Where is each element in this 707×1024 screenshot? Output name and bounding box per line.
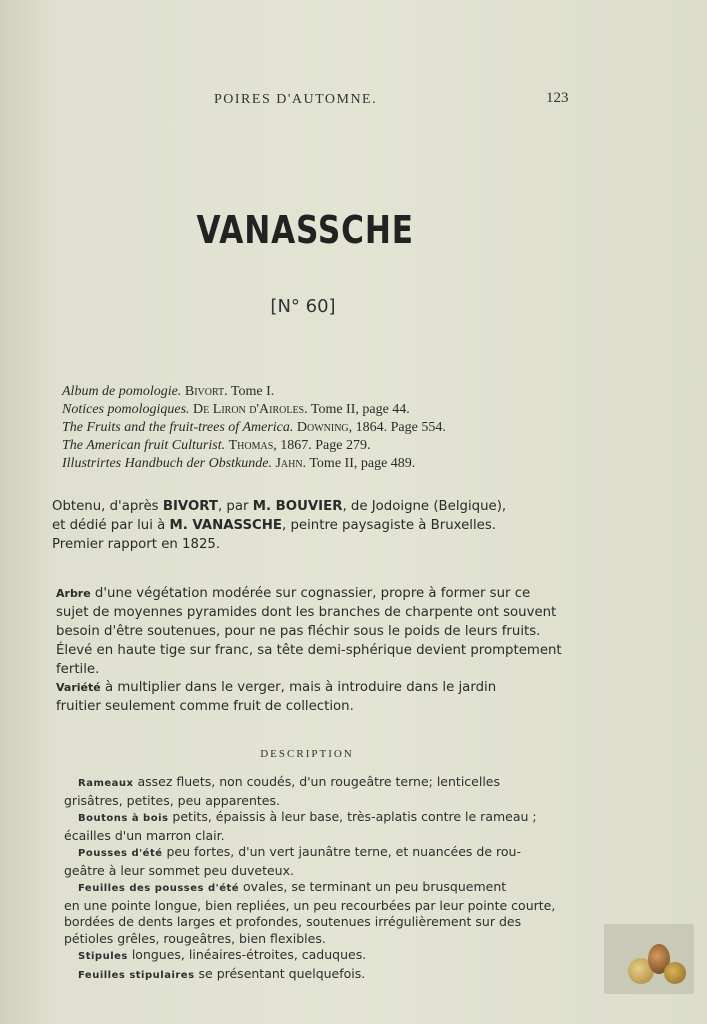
origin-paragraph: Obtenu, d'après BIVORT, par M. BOUVIER, de Jodoigne (Belgique), et dédié par lui à M. VANASSCHE, peintre paysagiste à Bruxelles. Premier rapport en 1825. <box>52 499 507 552</box>
reference-item: The American fruit Culturist. Thomas, 1867. Page 279. <box>62 438 371 453</box>
variety-number: [N° 60] <box>270 296 336 317</box>
running-title: POIRES D'AUTOMNE. <box>214 92 378 107</box>
fruit-illustration-thumbnail <box>604 924 694 994</box>
reference-item: Album de pomologie. Bivort. Tome I. <box>62 384 275 399</box>
reference-item: Notices pomologiques. De Liron d'Airoles. Tome II, page 44. <box>62 402 410 417</box>
reference-item: The Fruits and the fruit-trees of America. Downing, 1864. Page 554. <box>62 420 446 435</box>
variete-lead: Variété <box>56 681 101 694</box>
variete-paragraph: Variété à multiplier dans le verger, mais à introduire dans le jardin fruitier seulement comme fruit de collection. <box>56 680 497 714</box>
reference-item: Illustrirtes Handbuch der Obstkunde. Jahn. Tome II, page 489. <box>62 456 416 471</box>
variety-title: VANASSCHE <box>196 208 414 252</box>
page-number: 123 <box>546 90 569 106</box>
arbre-paragraph: Arbre d'une végétation modérée sur cognassier, propre à former sur ce sujet de moyennes pyramides dont les branches de charpente ont souvent besoin d'être soutenues, pour ne pas fléchir sous le poids de leurs fruits. Élevé en haute tige sur franc, sa tête demi-sphérique devient promptement fertile. <box>56 586 562 677</box>
description-section: Rameaux assez fluets, non coudés, d'un rougeâtre terne; lenticelles grisâtres, petites, peu apparentes. Boutons à bois petits, épaissis à leur base, très-aplatis contre le rameau ; écailles d'un marron clair. Pousses d'été peu fortes, d'un vert jaunâtre terne, et nuancées de rou- geâtre à leur sommet peu duveteux. Feuilles des pousses d'été ovales, se terminant un peu brusquement en une pointe longue, bien repliées, un peu recourbées par leur pointe courte, bordées de dents larges et profondes, soutenues irrégulièrement sur des pétioles grêles, rougeâtres, bien flexibles. Stipules longues, linéaires-étroites, caduques. Feuilles stipulaires se présentant quelquefois. <box>64 774 556 981</box>
description-heading: DESCRIPTION <box>260 748 354 760</box>
references-list <box>62 383 622 473</box>
pear-image <box>664 962 686 984</box>
arbre-lead: Arbre <box>56 587 91 600</box>
